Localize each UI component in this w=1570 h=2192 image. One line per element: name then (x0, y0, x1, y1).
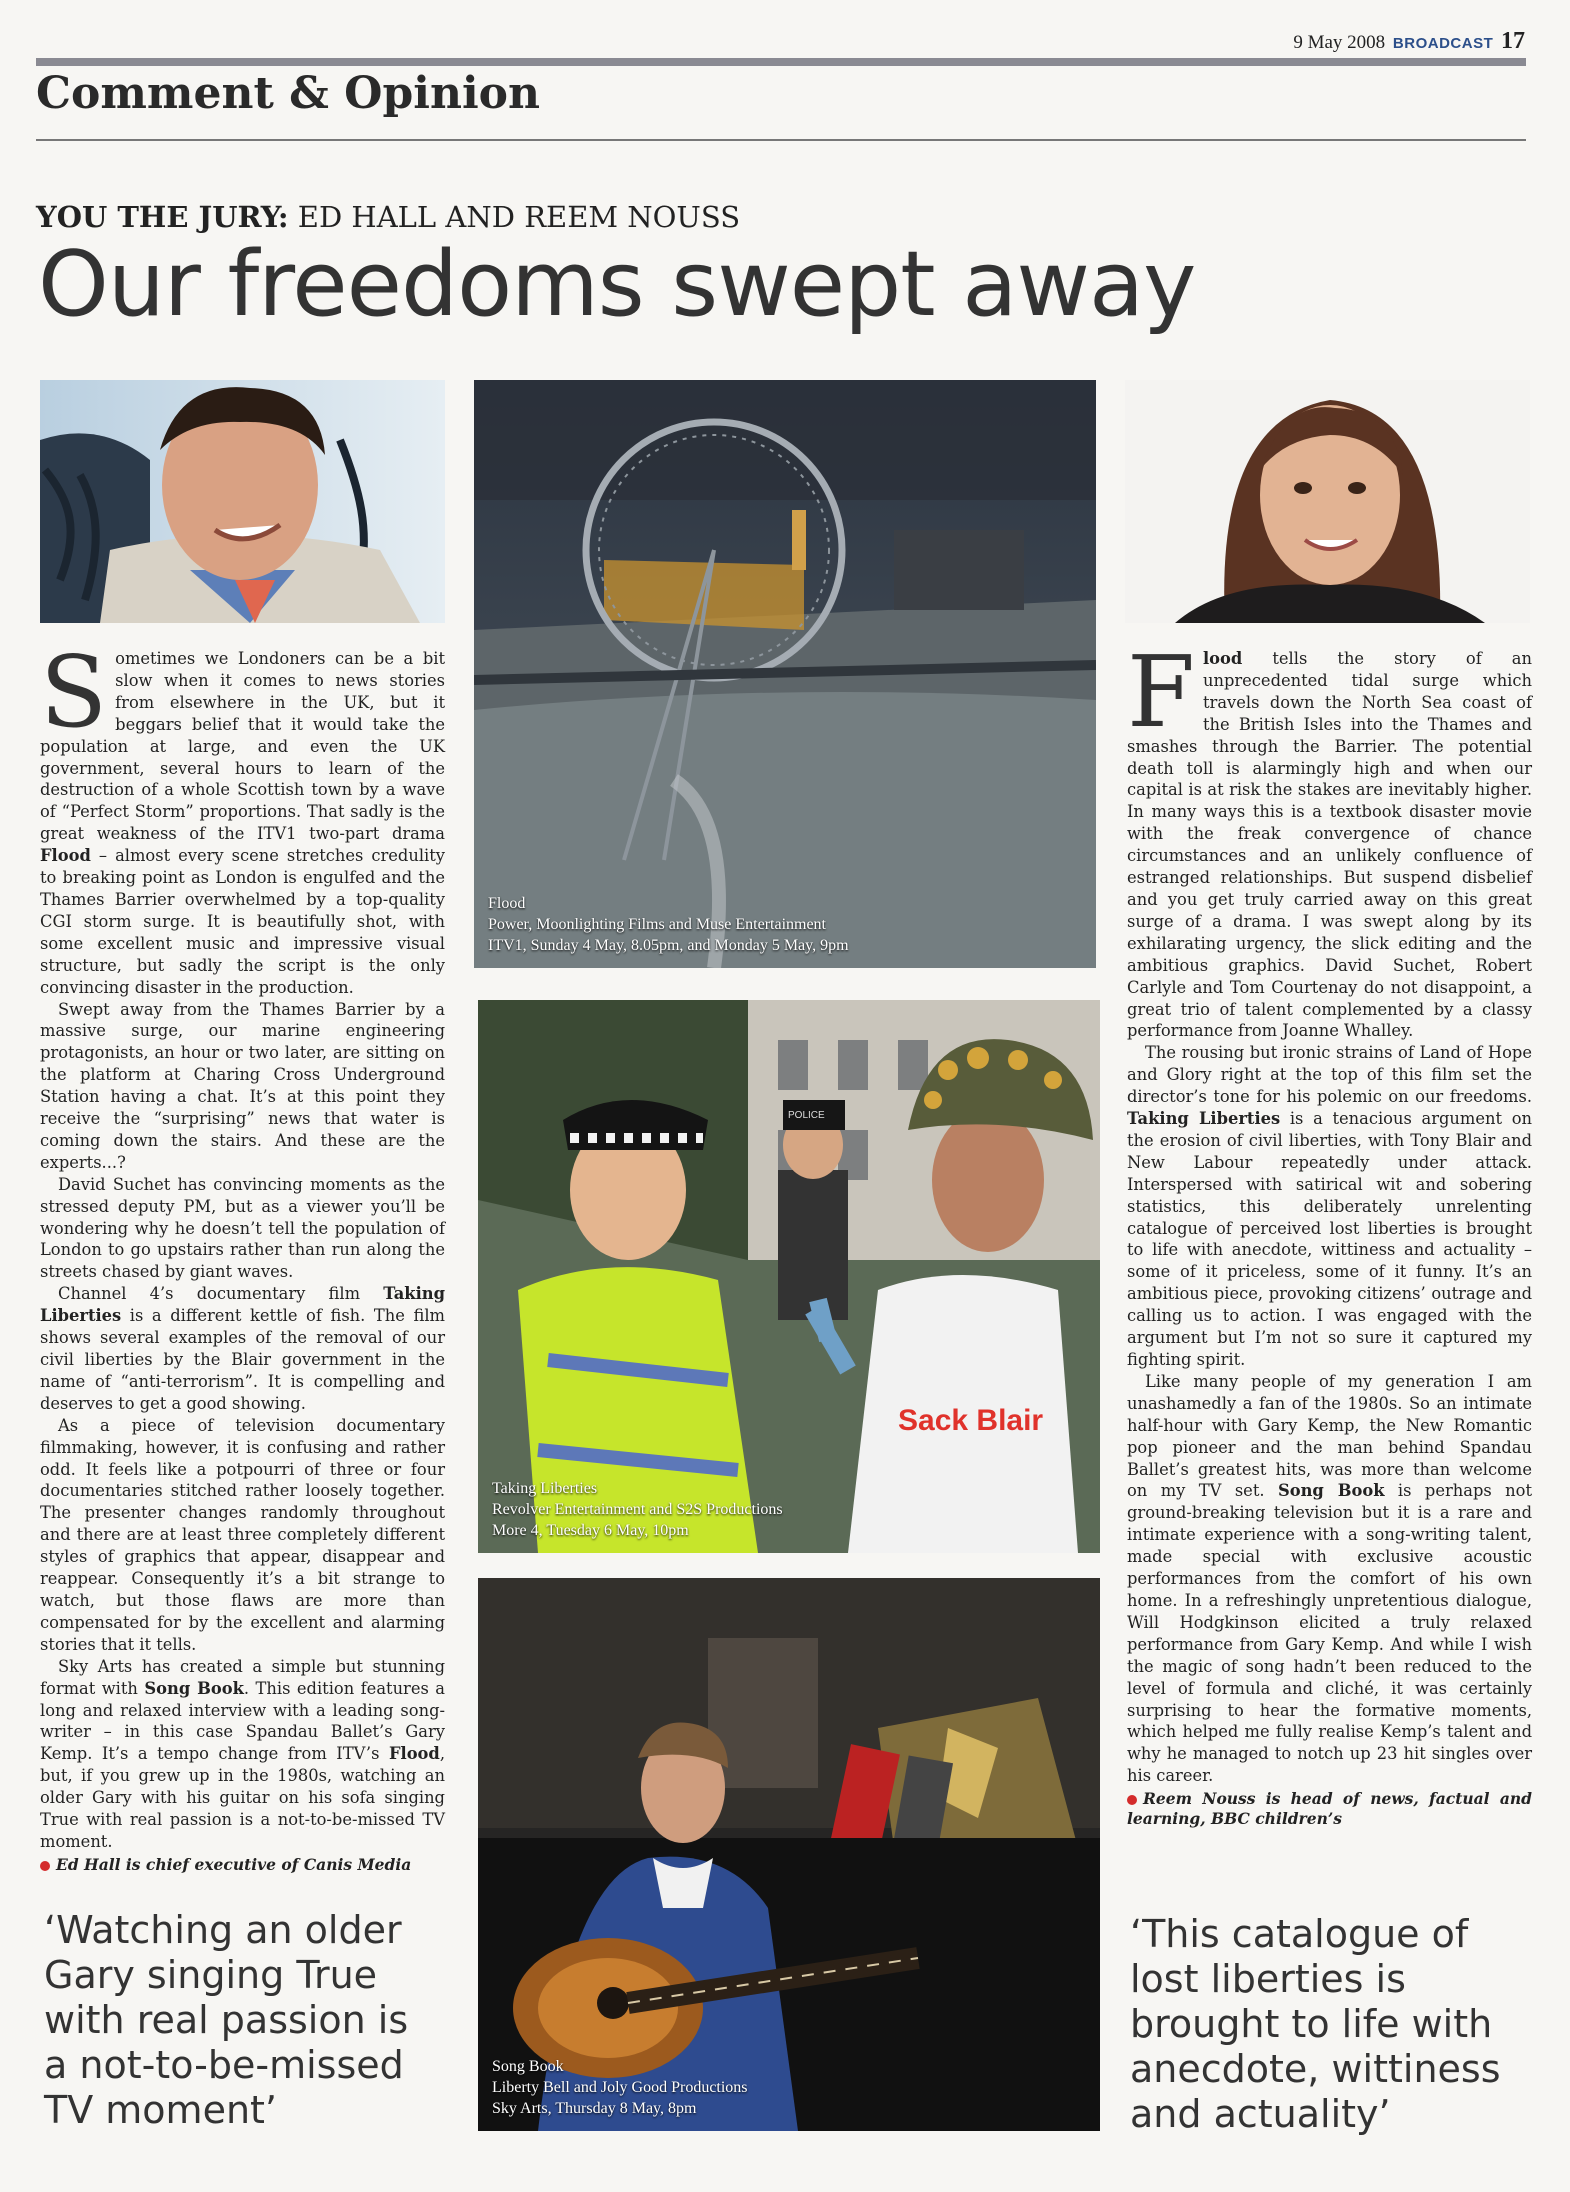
reem-nouss-photo (1125, 380, 1530, 623)
text-run: is a tenacious argument on the erosion of civil liberties, with Tony Blair and New Labour repeatedly under attack. Interspersed with satirical wit and sobering statistics, this deliberately unrelenting catalogue of perceived lost liberties is brought to life with anecdote, wittiness and actuality – some of it priceless, some of it funny. It’s an ambitious piece, provoking citizens’ outrage and calling us to action. I was engaged with the argument but I’m not so sure it captured my fighting spirit. (1127, 1109, 1532, 1369)
publication-brand: BROADCAST (1392, 35, 1494, 52)
paragraph (40, 636, 445, 999)
liberties-caption-producers: Revolver Entertainment and S2S Productions (492, 1501, 783, 1518)
flood-caption-schedule: ITV1, Sunday 4 May, 8.05pm, and Monday 5 May, 9pm (488, 937, 849, 954)
sack-blair-shirt-text: Sack Blair (898, 1404, 1044, 1437)
section-title: Comment & Opinion (36, 68, 541, 119)
flood-caption (488, 893, 849, 956)
paragraph (1127, 1042, 1532, 1371)
text-run: . This edition features a long and relaxed interview with a leading song-writer – in this case Spandau Ballet’s Gary Kemp. It’s a tempo change from ITV’s (40, 1678, 445, 1764)
article-headline: Our freedoms swept away (38, 232, 1196, 337)
text-run: ometimes we Londoners can be a bit slow when it comes to news stories from elsewhere in the UK, but it beggars belief that it would take the population at large, and even the UK government, several hours to learn of the destruction of a whole Scottish town by a wave of “Perfect Storm” proportions. That sadly is the great weakness of the ITV1 two-part drama (40, 649, 445, 844)
kicker-label: YOU THE JURY: (36, 200, 289, 234)
paragraph: David Suchet has convincing moments as the stressed deputy PM, but as a viewer you’ll be wondering why he doesn’t tell the population of London to go upstairs rather than run along the streets chased by giant waves. (40, 1174, 445, 1282)
programme-title: lood (1203, 649, 1243, 668)
programme-title: Flood (40, 846, 91, 866)
paragraph (1127, 1371, 1532, 1787)
page-folio (1293, 28, 1525, 55)
text-run: Channel 4’s documentary film (58, 1284, 384, 1304)
text-run: , but, if you grew up in the 1980s, watching an older Gary with his guitar on his sofa singing True with real passion is a not-to-be-missed TV moment. (40, 1744, 445, 1851)
paragraph: As a piece of television documentary filmmaking, however, it is confusing and rather odd. It feels like a potpourri of three or four documentaries stitched rather loosely together. The presenter changes randomly throughout and there are at least three completely different styles of graphics that appear, disappear and reappear. Consequently it’s a bit strange to watch, but those flaws are more than compensated for by the excellent and alarming stories that it tells. (40, 1415, 445, 1654)
liberties-caption (492, 1478, 783, 1541)
page-number: 17 (1501, 28, 1525, 54)
programme-title: Song Book (1277, 1481, 1385, 1501)
pull-quote-left: ‘Watching an older Gary singing True with real passion is a not-to-be-missed TV moment’ (44, 1908, 409, 2132)
bullet-dot-icon (1127, 1795, 1137, 1805)
article-kicker (36, 200, 740, 234)
flood-caption-producers: Power, Moonlighting Films and Muse Entertainment (488, 916, 826, 933)
text-run: Sky Arts has created a simple but stunning format with (40, 1656, 445, 1698)
text-run: is a different kettle of fish. The film shows several examples of the removal of our civil liberties by the Blair government in the name of “anti-terrorism”. It is compelling and deserves to get a good showing. (40, 1306, 445, 1413)
song-book-still (478, 1578, 1100, 2131)
flood-caption-title: Flood (488, 895, 526, 912)
paragraph (40, 1656, 445, 1853)
dropcap: S (40, 636, 108, 750)
flood-still (474, 380, 1096, 968)
paragraph: Swept away from the Thames Barrier by a massive surge, our marine engineering protagonists, an hour or two later, are sitting on the platform at Charing Cross Underground Station having a chat. It’s at this point they receive the “surprising” news that water is coming down the stairs. And these are the experts...? (40, 999, 445, 1172)
paragraph (40, 1283, 445, 1414)
byline-text: Ed Hall is chief executive of Canis Media (56, 1854, 412, 1874)
reem-nouss-byline (1127, 1789, 1532, 1829)
text-run: tells the story of an unprecedented tidal surge which travels down the North Sea coast of the British Isles into the Thames and smashes through the Barrier. The potential death toll is alarmingly high and when our capital is at risk the stakes are inevitably higher. In many ways this is a textbook disaster movie with the freak convergence of chance circumstances and an unlikely confluence of estranged relationships. But suspend disbelief and you get truly carried away on this great surge of a drama. I was swept along by its exhilarating urgency, the slick editing and the ambitious graphics. David Suchet, Robert Carlyle and Tom Courtenay do not disappoint, a great trio of talent complemented by a classy performance from Joanne Whalley. (1127, 649, 1532, 1041)
taking-liberties-still (478, 1000, 1100, 1553)
ed-hall-column (40, 636, 445, 1875)
dropcap: F (1127, 636, 1195, 750)
songbook-caption-title: Song Book (492, 2058, 564, 2075)
reem-nouss-column (1127, 636, 1532, 1829)
text-run: – almost every scene stretches credulity to breaking point as London is engulfed and the Thames Barrier overwhelmed by a top-quality CGI storm surge. It is beautifully shot, with some excellent music and impressive visual structure, but sadly the script is the only convincing disaster in the production. (40, 846, 445, 997)
byline-text: Reem Nouss is head of news, factual and learning, BBC children’s (1127, 1789, 1532, 1829)
text-run: Like many people of my generation I am unashamedly a fan of the 1980s. So an intimate half-hour with Gary Kemp, the New Romantic pop pioneer and the man behind Spandau Ballet’s greatest hits, was more than welcome on my TV set. (1127, 1371, 1532, 1501)
pull-quote-right: ‘This catalogue of lost liberties is brought to life with anecdote, wittiness and actuality’ (1130, 1912, 1501, 2136)
ed-hall-photo (40, 380, 445, 623)
text-run: is perhaps not ground-breaking television but it is a rare and intimate experience with a song-writing talent, made special with exclusive acoustic performances from the comfort of his own home. In a refreshingly unpretentious dialogue, Will Hodgkinson elicited a truly relaxed performance from Gary Kemp. And while I wish the magic of song hadn’t been reduced to the level of formula and cliché, it was certainly surprising to hear the formative moments, which helped me fully realise Kemp’s talent and why he managed to notch up 23 hit singles over his career. (1127, 1481, 1532, 1786)
songbook-caption (492, 2056, 748, 2119)
kicker-authors: ED HALL AND REEM NOUSS (297, 200, 741, 234)
ed-hall-byline (40, 1855, 445, 1875)
text-run: The rousing but ironic strains of Land of Hope and Glory right at the top of this film set the director’s tone for his polemic on our freedoms. (1127, 1043, 1532, 1107)
songbook-caption-schedule: Sky Arts, Thursday 8 May, 8pm (492, 2100, 697, 2117)
programme-title: Flood (388, 1744, 440, 1764)
top-rule (36, 58, 1526, 66)
issue-date: 9 May 2008 (1293, 32, 1386, 53)
programme-title: Taking Liberties (1127, 1109, 1281, 1129)
paragraph (1127, 636, 1532, 1042)
section-rule (36, 139, 1526, 141)
liberties-caption-schedule: More 4, Tuesday 6 May, 10pm (492, 1522, 689, 1539)
police-cap-text: POLICE (788, 1110, 825, 1121)
programme-title: Song Book (144, 1678, 244, 1698)
bullet-dot-icon (40, 1861, 50, 1871)
programme-title: Taking Liberties (40, 1284, 445, 1326)
liberties-caption-title: Taking Liberties (492, 1480, 598, 1497)
songbook-caption-producers: Liberty Bell and Joly Good Productions (492, 2079, 748, 2096)
